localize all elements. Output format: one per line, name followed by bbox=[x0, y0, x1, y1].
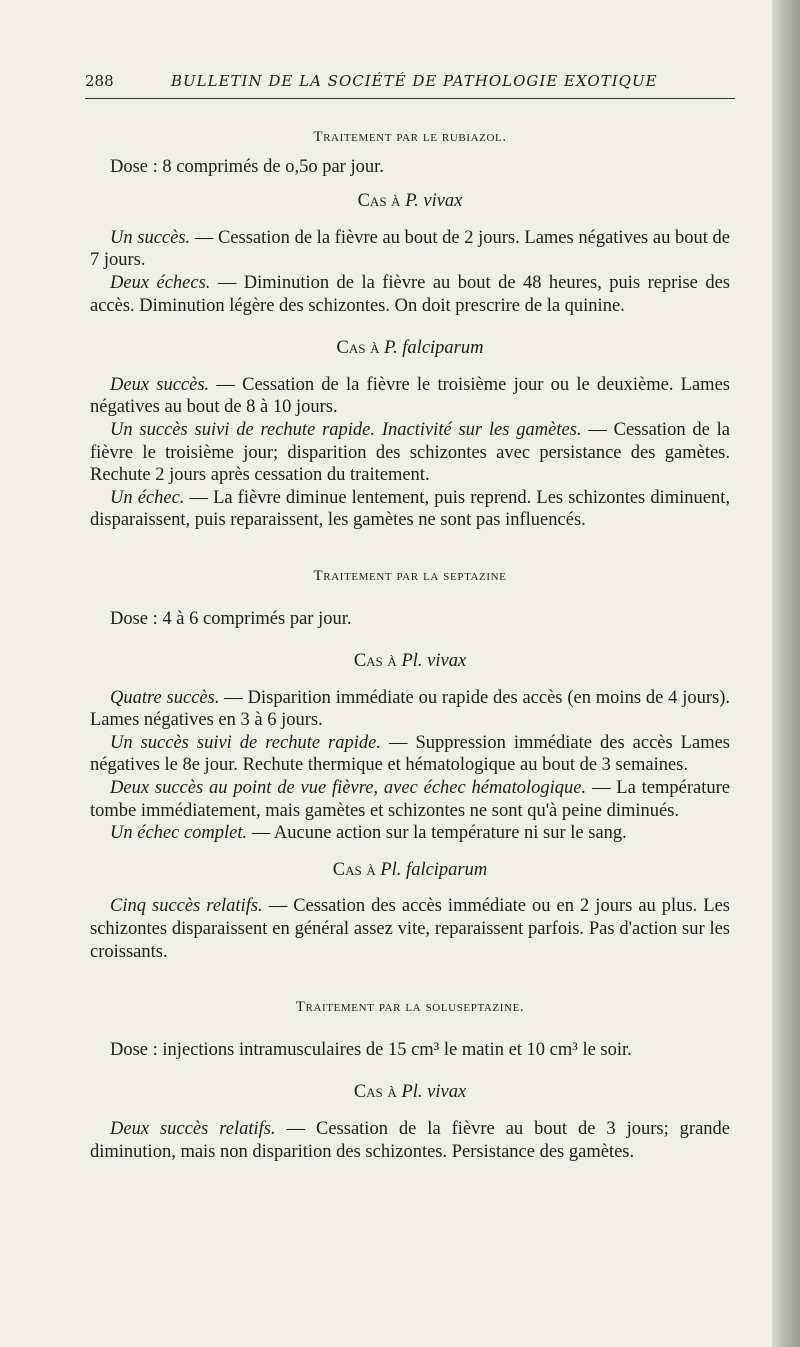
result-text: — La fièvre diminue lentement, puis reprend. Les schizontes diminuent, disparaissent, puis reparaissent, les gamètes ne sont pas influencés. bbox=[90, 487, 730, 531]
result-paragraph bbox=[90, 272, 730, 317]
result-text: — Diminution de la fièvre au bout de 48 heures, puis reprise des accès. Diminution légère des schizontes. On doit prescrire de la quinine. bbox=[90, 272, 731, 316]
result-paragraph bbox=[90, 822, 730, 845]
result-lead: Deux succès relatifs. bbox=[110, 1119, 276, 1139]
article-body bbox=[90, 112, 730, 1163]
result-text: — Cessation des accès immédiate ou en 2 jours au plus. Les schizontes disparaissent en général assez vite, reparaissent parfois. Pas d'action sur les croissants. bbox=[90, 896, 731, 962]
result-lead: Deux succès au point de vue fièvre, avec échec hématologique. bbox=[110, 778, 587, 799]
result-lead: Un succès suivi de rechute rapide. bbox=[110, 732, 381, 753]
running-header bbox=[85, 70, 735, 92]
species-name: Pl. vivax bbox=[401, 1082, 467, 1103]
result-lead: Un succès. bbox=[110, 227, 191, 248]
result-text: — Suppression immédiate des accès Lames négatives le 8e jour. Rechute thermique et hématologique au bout de 3 semaines. bbox=[90, 732, 730, 776]
result-text: — Cessation de la fièvre le troisième jour ou le deuxième. Lames négatives au bout de 8 à 10 jours. bbox=[90, 374, 730, 418]
result-lead: Quatre succès. bbox=[110, 687, 220, 708]
result-paragraph bbox=[90, 227, 730, 272]
journal-title: BULLETIN DE LA SOCIÉTÉ DE PATHOLOGIE EXOTIQUE bbox=[171, 72, 658, 90]
dose-soluseptazine: Dose : injections intramusculaires de 15 cm³ le matin et 10 cm³ le soir. bbox=[110, 1039, 632, 1060]
species-name: Pl. vivax bbox=[401, 651, 467, 672]
result-text: — Aucune action sur la température ni sur le sang. bbox=[247, 823, 627, 844]
result-text: — Cessation de la fièvre au bout de 3 jours; grande diminution, mais non disparition des schizontes. Persistance des gamètes. bbox=[90, 1119, 730, 1162]
section-title-septazine: Traitement par la septazine bbox=[313, 567, 507, 584]
result-lead: Deux échecs. bbox=[110, 272, 211, 293]
result-text: — Disparition immédiate ou rapide des accès (en moins de 4 jours). Lames négatives en 3 à 6 jours. bbox=[90, 687, 730, 731]
result-lead: Un échec complet. bbox=[110, 823, 248, 844]
result-text: — Cessation de la fièvre le troisième jour; disparition des schizontes avec persistance des gamètes. Rechute 2 jours après cessation du traitement. bbox=[90, 419, 730, 486]
case-heading: Cas à Pl. falciparum bbox=[332, 859, 488, 880]
result-lead: Un échec. bbox=[110, 487, 185, 508]
result-paragraph bbox=[90, 1118, 730, 1163]
result-paragraph bbox=[90, 687, 730, 732]
result-paragraph bbox=[90, 732, 730, 777]
result-lead: Deux succès. bbox=[110, 374, 210, 395]
page-number: 288 bbox=[85, 72, 114, 90]
section-title-soluseptazine: Traitement par la soluseptazine. bbox=[295, 999, 525, 1016]
species-name: P. falciparum bbox=[384, 338, 484, 359]
result-paragraph bbox=[90, 487, 730, 532]
species-name: P. vivax bbox=[405, 191, 463, 212]
result-text: — La température tombe immédiatement, mais gamètes et schizontes ne sont qu'à peine diminués. bbox=[90, 778, 730, 821]
result-paragraph bbox=[90, 419, 730, 487]
case-heading: Cas à Pl. vivax bbox=[353, 1082, 467, 1103]
result-paragraph bbox=[90, 374, 730, 419]
case-heading: Cas à Pl. vivax bbox=[353, 651, 467, 672]
result-paragraph bbox=[90, 895, 730, 963]
header-rule bbox=[85, 98, 735, 99]
result-text: — Cessation de la fièvre au bout de 2 jours. Lames négatives au bout de 7 jours. bbox=[90, 227, 730, 271]
species-name: Pl. falciparum bbox=[380, 859, 488, 880]
section-title-rubiazol: Traitement par le rubiazol. bbox=[313, 129, 507, 145]
page-edge-shadow bbox=[772, 0, 800, 1347]
case-heading: Cas à P. falciparum bbox=[336, 338, 484, 359]
result-paragraph bbox=[90, 777, 730, 822]
result-lead: Un succès suivi de rechute rapide. Inactivité sur les gamètes. bbox=[110, 419, 582, 440]
result-lead: Cinq succès relatifs. bbox=[110, 896, 263, 917]
dose-septazine: Dose : 4 à 6 comprimés par jour. bbox=[110, 608, 352, 629]
case-heading: Cas à P. vivax bbox=[357, 191, 463, 212]
dose-rubiazol: Dose : 8 comprimés de o,5o par jour. bbox=[110, 156, 384, 177]
